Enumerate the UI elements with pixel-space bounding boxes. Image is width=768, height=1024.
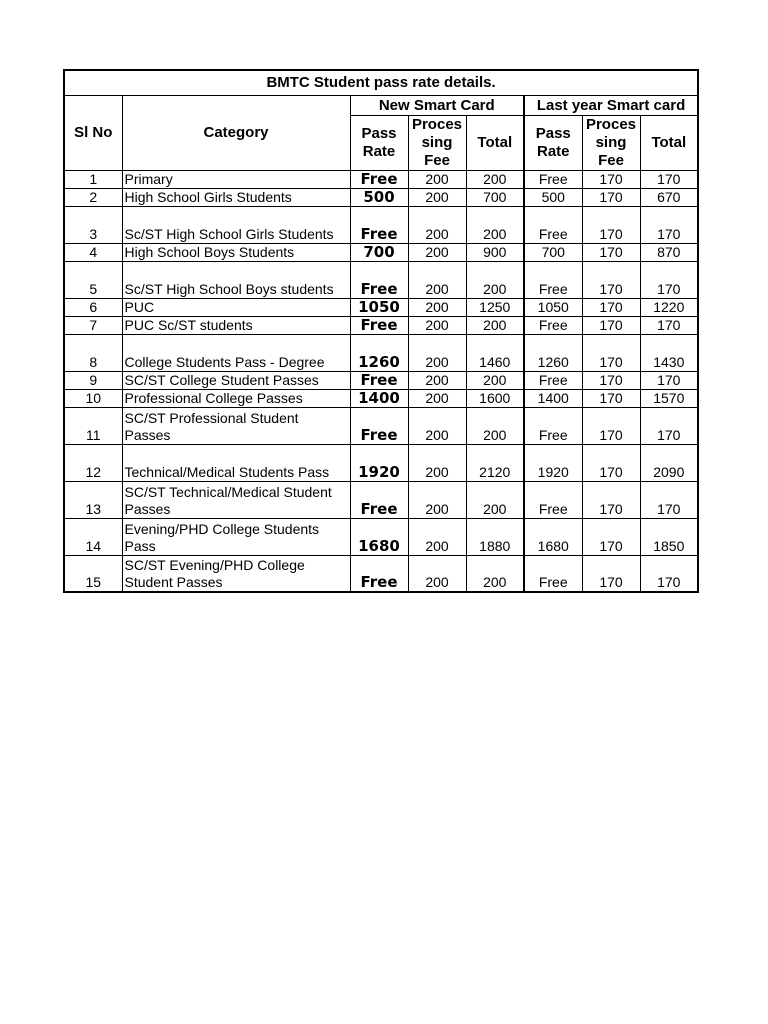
sl-no-cell: 12 <box>64 444 122 481</box>
table-row <box>64 481 698 518</box>
sl-no-cell: 4 <box>64 243 122 261</box>
header-new-total: Total <box>466 115 524 170</box>
old-processing-fee-cell: 170 <box>582 261 640 298</box>
header-old-total: Total <box>640 115 698 170</box>
old-total-cell: 1570 <box>640 389 698 407</box>
category-cell: SC/ST College Student Passes <box>122 371 350 389</box>
old-pass-rate-cell: Free <box>524 371 582 389</box>
sl-no-cell: 10 <box>64 389 122 407</box>
category-cell: High School Girls Students <box>122 188 350 206</box>
old-processing-fee-cell: 170 <box>582 334 640 371</box>
old-processing-fee-cell: 170 <box>582 243 640 261</box>
new-pass-rate-cell: Free <box>350 371 408 389</box>
new-processing-fee-cell: 200 <box>408 298 466 316</box>
old-processing-fee-cell: 170 <box>582 555 640 592</box>
category-cell: PUC <box>122 298 350 316</box>
header-old-pass-rate: Pass Rate <box>524 115 582 170</box>
new-processing-fee-cell: 200 <box>408 371 466 389</box>
category-cell: SC/ST Professional Student Passes <box>122 407 350 444</box>
old-total-cell: 870 <box>640 243 698 261</box>
old-processing-fee-cell: 170 <box>582 206 640 243</box>
table-row <box>64 298 698 316</box>
old-total-cell: 170 <box>640 481 698 518</box>
old-pass-rate-cell: Free <box>524 206 582 243</box>
old-processing-fee-cell: 170 <box>582 316 640 334</box>
table-row <box>64 206 698 243</box>
new-total-cell: 700 <box>466 188 524 206</box>
header-last-year-smart-card: Last year Smart card <box>524 95 698 115</box>
new-total-cell: 200 <box>466 316 524 334</box>
new-processing-fee-cell: 200 <box>408 407 466 444</box>
old-processing-fee-cell: 170 <box>582 518 640 555</box>
table-row <box>64 316 698 334</box>
old-pass-rate-cell: Free <box>524 407 582 444</box>
old-pass-rate-cell: 500 <box>524 188 582 206</box>
old-pass-rate-cell: 1400 <box>524 389 582 407</box>
new-pass-rate-cell: Free <box>350 407 408 444</box>
category-cell: Sc/ST High School Girls Students <box>122 206 350 243</box>
category-cell: High School Boys Students <box>122 243 350 261</box>
old-total-cell: 170 <box>640 206 698 243</box>
header-new-processing-fee: Proces sing Fee <box>408 115 466 170</box>
old-pass-rate-cell: 1260 <box>524 334 582 371</box>
old-pass-rate-cell: 1920 <box>524 444 582 481</box>
new-pass-rate-cell: Free <box>350 555 408 592</box>
old-processing-fee-cell: 170 <box>582 188 640 206</box>
new-total-cell: 200 <box>466 206 524 243</box>
category-cell: Primary <box>122 170 350 188</box>
old-total-cell: 170 <box>640 316 698 334</box>
table-row <box>64 371 698 389</box>
new-processing-fee-cell: 200 <box>408 481 466 518</box>
sl-no-cell: 11 <box>64 407 122 444</box>
old-pass-rate-cell: Free <box>524 316 582 334</box>
new-pass-rate-cell: 500 <box>350 188 408 206</box>
sl-no-cell: 6 <box>64 298 122 316</box>
new-total-cell: 200 <box>466 170 524 188</box>
header-category: Category <box>122 95 350 170</box>
header-old-processing-fee: Proces sing Fee <box>582 115 640 170</box>
category-cell: SC/ST Technical/Medical Student Passes <box>122 481 350 518</box>
old-processing-fee-cell: 170 <box>582 444 640 481</box>
old-total-cell: 1220 <box>640 298 698 316</box>
sl-no-cell: 3 <box>64 206 122 243</box>
old-pass-rate-cell: Free <box>524 170 582 188</box>
old-total-cell: 170 <box>640 261 698 298</box>
new-total-cell: 200 <box>466 555 524 592</box>
table-row <box>64 243 698 261</box>
old-total-cell: 2090 <box>640 444 698 481</box>
sl-no-cell: 1 <box>64 170 122 188</box>
new-pass-rate-cell: 1260 <box>350 334 408 371</box>
new-processing-fee-cell: 200 <box>408 261 466 298</box>
new-processing-fee-cell: 200 <box>408 170 466 188</box>
old-total-cell: 170 <box>640 371 698 389</box>
old-processing-fee-cell: 170 <box>582 481 640 518</box>
new-processing-fee-cell: 200 <box>408 334 466 371</box>
old-processing-fee-cell: 170 <box>582 371 640 389</box>
new-pass-rate-cell: 1400 <box>350 389 408 407</box>
header-sl-no: Sl No <box>64 95 122 170</box>
new-pass-rate-cell: Free <box>350 170 408 188</box>
pass-rate-table <box>63 69 699 593</box>
table-row <box>64 444 698 481</box>
table-row <box>64 518 698 555</box>
old-pass-rate-cell: 1680 <box>524 518 582 555</box>
sl-no-cell: 15 <box>64 555 122 592</box>
old-total-cell: 670 <box>640 188 698 206</box>
header-new-smart-card: New Smart Card <box>350 95 524 115</box>
table-row <box>64 389 698 407</box>
new-pass-rate-cell: Free <box>350 316 408 334</box>
table-row <box>64 170 698 188</box>
new-pass-rate-cell: Free <box>350 206 408 243</box>
old-pass-rate-cell: Free <box>524 481 582 518</box>
new-total-cell: 1880 <box>466 518 524 555</box>
old-processing-fee-cell: 170 <box>582 298 640 316</box>
new-total-cell: 2120 <box>466 444 524 481</box>
sl-no-cell: 14 <box>64 518 122 555</box>
table-row <box>64 261 698 298</box>
new-pass-rate-cell: Free <box>350 261 408 298</box>
new-pass-rate-cell: Free <box>350 481 408 518</box>
new-pass-rate-cell: 1050 <box>350 298 408 316</box>
new-pass-rate-cell: 700 <box>350 243 408 261</box>
new-processing-fee-cell: 200 <box>408 243 466 261</box>
old-processing-fee-cell: 170 <box>582 407 640 444</box>
category-cell: College Students Pass - Degree <box>122 334 350 371</box>
old-processing-fee-cell: 170 <box>582 170 640 188</box>
old-pass-rate-cell: Free <box>524 261 582 298</box>
table-row <box>64 555 698 592</box>
category-cell: SC/ST Evening/PHD College Student Passes <box>122 555 350 592</box>
new-total-cell: 200 <box>466 261 524 298</box>
table-row <box>64 334 698 371</box>
new-total-cell: 1460 <box>466 334 524 371</box>
old-processing-fee-cell: 170 <box>582 389 640 407</box>
category-cell: Evening/PHD College Students Pass <box>122 518 350 555</box>
new-pass-rate-cell: 1680 <box>350 518 408 555</box>
new-total-cell: 200 <box>466 407 524 444</box>
new-processing-fee-cell: 200 <box>408 389 466 407</box>
new-processing-fee-cell: 200 <box>408 316 466 334</box>
new-processing-fee-cell: 200 <box>408 206 466 243</box>
new-pass-rate-cell: 1920 <box>350 444 408 481</box>
new-processing-fee-cell: 200 <box>408 444 466 481</box>
category-cell: Professional College Passes <box>122 389 350 407</box>
table-body <box>64 170 698 592</box>
new-processing-fee-cell: 200 <box>408 188 466 206</box>
old-total-cell: 170 <box>640 407 698 444</box>
new-total-cell: 200 <box>466 481 524 518</box>
table-row <box>64 188 698 206</box>
new-total-cell: 1250 <box>466 298 524 316</box>
old-total-cell: 170 <box>640 170 698 188</box>
header-new-pass-rate: Pass Rate <box>350 115 408 170</box>
new-total-cell: 1600 <box>466 389 524 407</box>
sl-no-cell: 8 <box>64 334 122 371</box>
category-cell: Sc/ST High School Boys students <box>122 261 350 298</box>
table-title: BMTC Student pass rate details. <box>64 70 698 95</box>
sl-no-cell: 13 <box>64 481 122 518</box>
old-total-cell: 170 <box>640 555 698 592</box>
sl-no-cell: 9 <box>64 371 122 389</box>
new-processing-fee-cell: 200 <box>408 518 466 555</box>
category-cell: Technical/Medical Students Pass <box>122 444 350 481</box>
old-total-cell: 1430 <box>640 334 698 371</box>
sl-no-cell: 2 <box>64 188 122 206</box>
category-cell: PUC Sc/ST students <box>122 316 350 334</box>
old-pass-rate-cell: 700 <box>524 243 582 261</box>
old-pass-rate-cell: 1050 <box>524 298 582 316</box>
new-total-cell: 200 <box>466 371 524 389</box>
new-processing-fee-cell: 200 <box>408 555 466 592</box>
table-row <box>64 407 698 444</box>
new-total-cell: 900 <box>466 243 524 261</box>
old-total-cell: 1850 <box>640 518 698 555</box>
sl-no-cell: 5 <box>64 261 122 298</box>
old-pass-rate-cell: Free <box>524 555 582 592</box>
sl-no-cell: 7 <box>64 316 122 334</box>
